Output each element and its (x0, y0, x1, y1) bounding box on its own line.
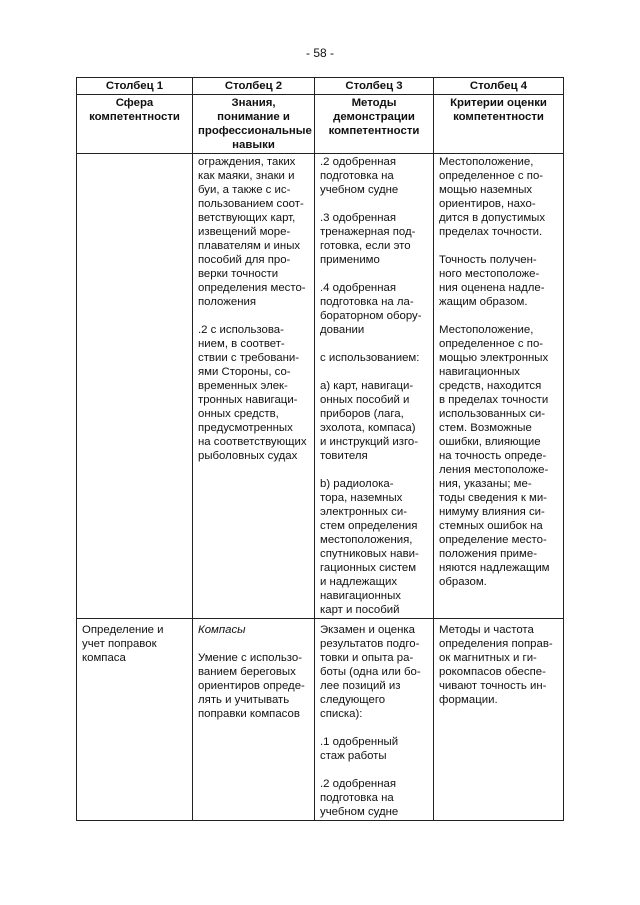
row2-col4-para: Методы и частота определения поправ- ок магнитных и ги- рокомпасов обеспе- чивают точность ин- формации. (439, 624, 553, 706)
column-title-4: Критерии оценки компетентности (450, 97, 547, 123)
row1-col3-cell (315, 154, 434, 619)
row2-col4-cell (434, 619, 564, 821)
row2-col1-para: Определение и учет поправок компаса (82, 624, 164, 664)
row2-col3-para: .2 одобренная подготовка на учебном судне (320, 778, 399, 818)
row1-col4-cell (434, 154, 564, 619)
column-title-row (77, 95, 564, 154)
row2-col3-para: .1 одобренный стаж работы (320, 736, 399, 762)
row1-col4-para: Местоположение, определенное с по- мощью электронных навигационных средств, находится в пределах точности использованных си- стем. Возможные ошибки, влияющие на точность опреде- ления местоположе- ния, указаны; ме- тоды сведения к ми- нимуму влияния си- стемных ошибок на определение место- положения приме- няются надлежащим образом. (439, 324, 550, 588)
row2-col3-cell (315, 619, 434, 821)
column-title-2: Знания, понимание и профессиональные навыки (198, 97, 312, 151)
column-title-1: Сфера компетентности (89, 97, 180, 123)
row1-col3-para: b) радиолока- тора, наземных электронных си- стем определения местоположения, спутниковых нави- гационных систем и надлежащих навигационных карт и пособий (320, 478, 419, 616)
row2-col2-para: Умение с использо- ванием береговых ориентиров опреде- лять и учитывать поправки компасов (198, 652, 305, 720)
row1-col1-cell (77, 154, 193, 619)
column-title-3: Методы демонстрации компетентности (328, 97, 420, 137)
table-row (77, 154, 564, 619)
row1-col2-para: ограждения, таких как маяки, знаки и буи, а также с ис- пользованием соот- ветствующих карт, извещений море- плавателям и иных пособий для про- верки точности определения место- положения (198, 156, 306, 308)
row2-col2-heading: Компасы (198, 624, 246, 636)
row2-col3-para: Экзамен и оценка результатов подго- товки и опыта ра- боты (одна или бо- лее позиций из следующего списка): (320, 624, 421, 720)
row1-col3-para: a) карт, навигаци- онных пособий и приборов (лага, эхолота, компаса) и инструкций изго- товителя (320, 380, 419, 462)
competence-table (76, 77, 564, 821)
row2-col1-cell (77, 619, 193, 821)
row1-col3-para: .4 одобренная подготовка на ла- бораторном обору- довании (320, 282, 422, 336)
row1-col3-para: .3 одобренная тренажерная под- готовка, если это применимо (320, 212, 416, 266)
column-number-3: Столбец 3 (315, 78, 434, 95)
row1-col3-para: с использованием: (320, 352, 420, 364)
column-number-1: Столбец 1 (77, 78, 193, 95)
page-number: - 58 - (305, 46, 334, 60)
row1-col4-para: Точность получен- ного местоположе- ния оценена надле- жащим образом. (439, 254, 545, 308)
row2-col2-cell (193, 619, 315, 821)
row1-col4-para: Местоположение, определенное с по- мощью наземных ориентиров, нахо- дится в допустимых пределах точности. (439, 156, 546, 238)
table-row (77, 619, 564, 821)
column-number-row (77, 78, 564, 95)
row1-col2-para: .2 с использова- нием, в соответ- ствии с требовани- ями Стороны, со- временных элек- тронных навигаци- онных средств, предусмотренных на соответствующих рыболовных судах (198, 324, 307, 462)
row1-col3-para: .2 одобренная подготовка на учебном судне (320, 156, 399, 196)
column-number-2: Столбец 2 (193, 78, 315, 95)
row1-col2-cell (193, 154, 315, 619)
column-number-4: Столбец 4 (434, 78, 564, 95)
